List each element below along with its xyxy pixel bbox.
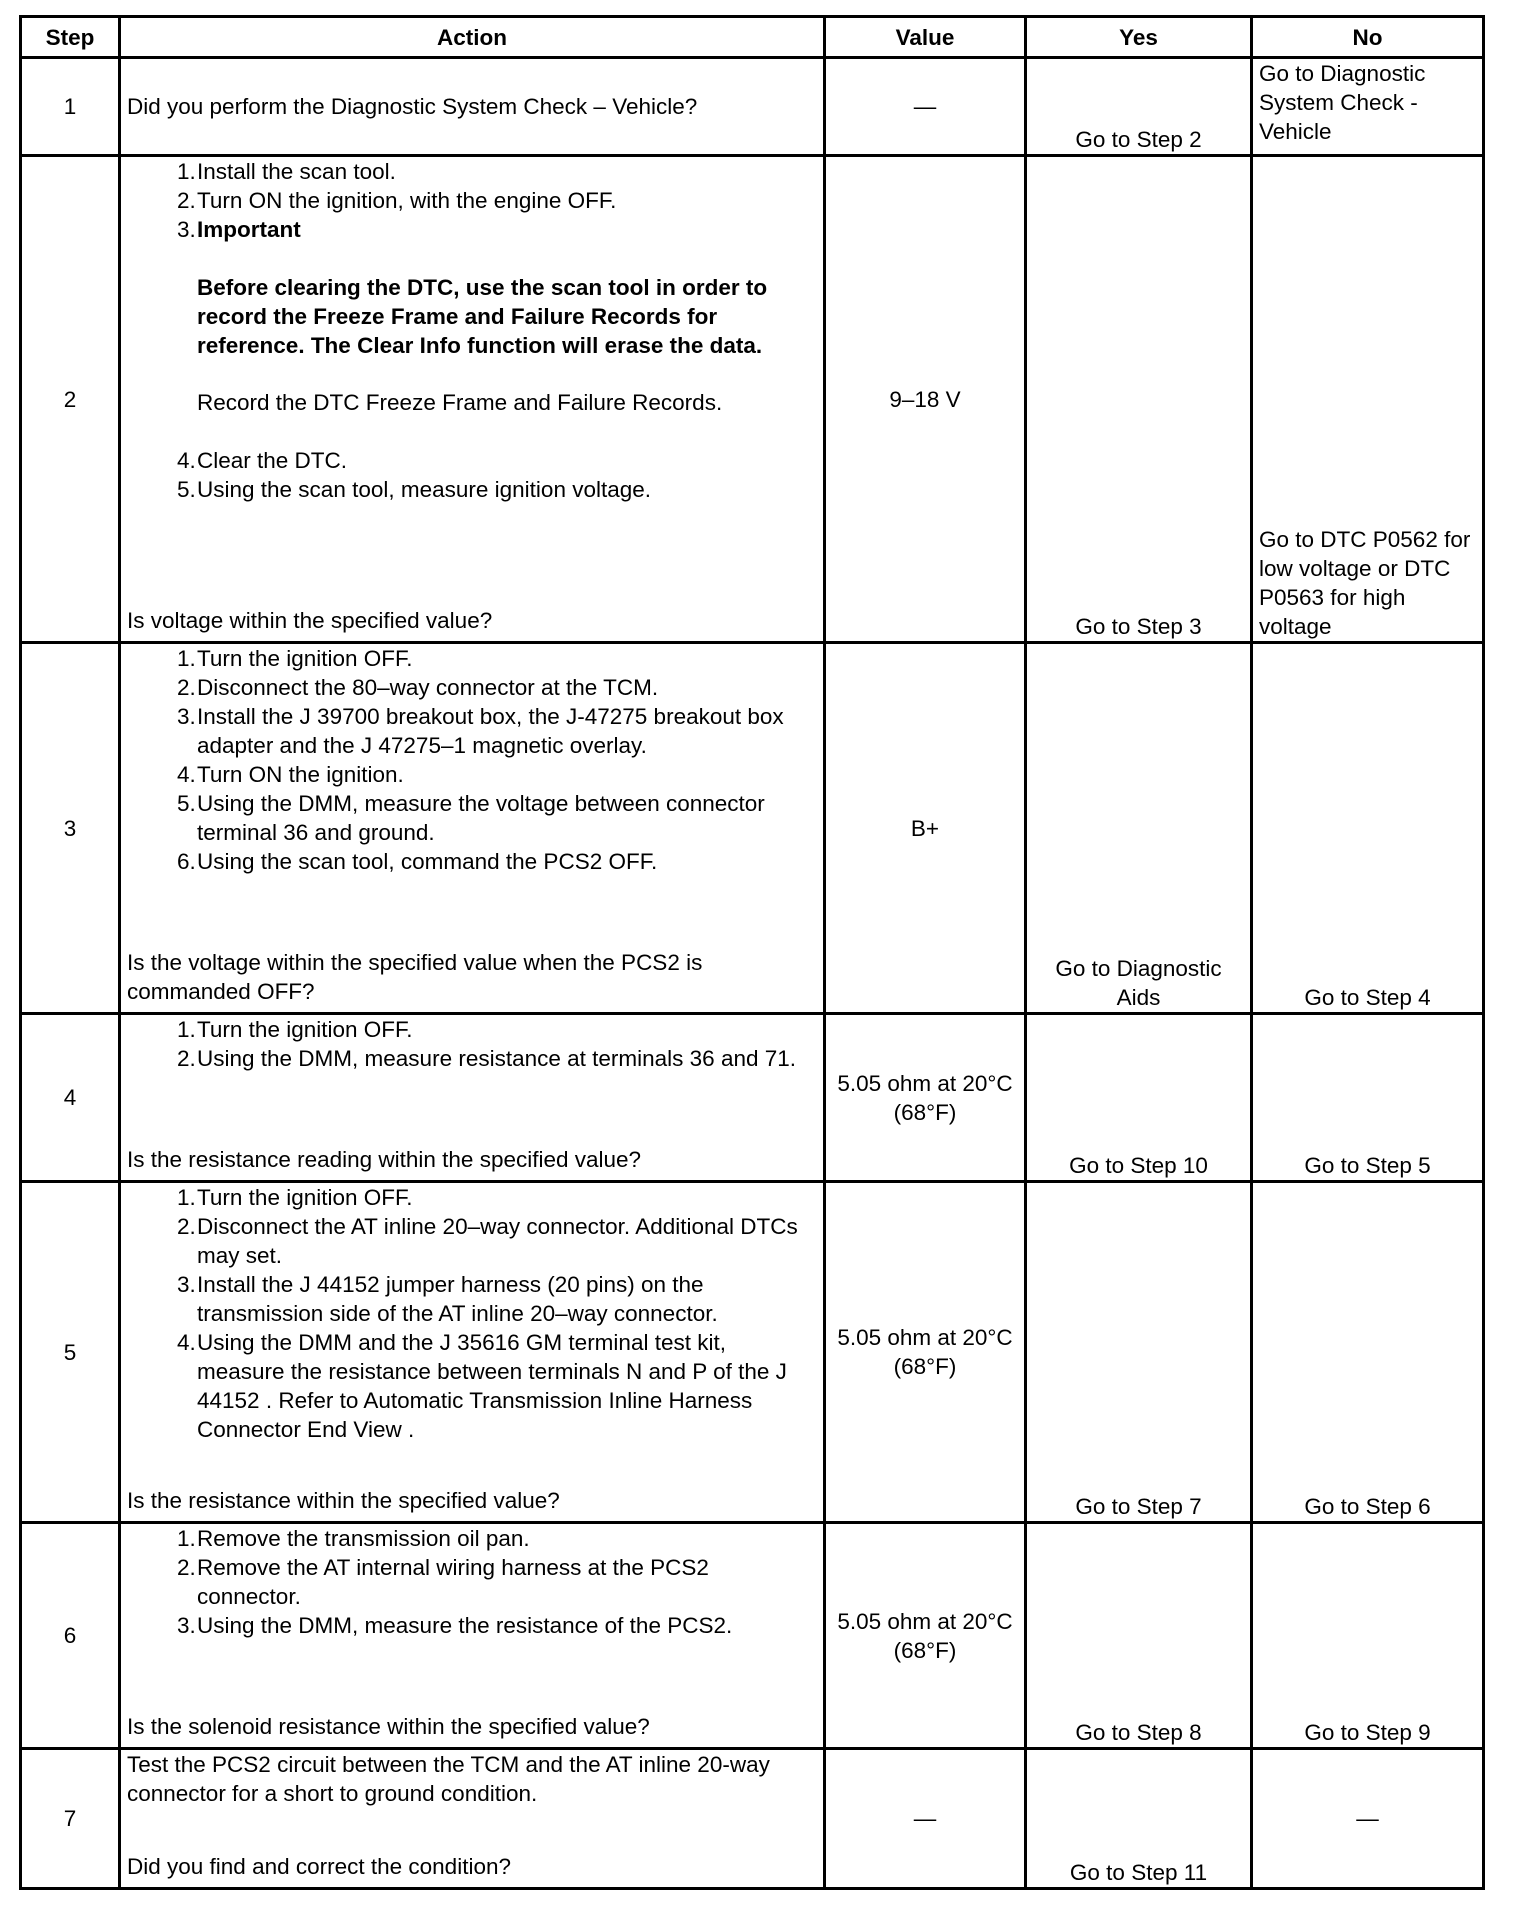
value-cell: B+ <box>825 643 1026 1014</box>
step-number: 5 <box>21 1182 120 1523</box>
action-item: 3. Install the J 39700 breakout box, the J-47275 breakout box adapter and the J 47275–1 magnetic overlay. <box>177 704 784 758</box>
no-cell: Go to Step 5 <box>1252 1014 1484 1182</box>
action-question: Is voltage within the specified value? <box>127 608 493 633</box>
value-cell: — <box>825 1749 1026 1889</box>
value-cell: 5.05 ohm at 20°C (68°F) <box>825 1182 1026 1523</box>
action-question: Is the resistance reading within the specified value? <box>127 1147 642 1172</box>
header-value: Value <box>825 17 1026 58</box>
yes-cell: Go to Step 11 <box>1026 1749 1252 1889</box>
action-item: 6. Using the scan tool, command the PCS2 OFF. <box>177 849 658 874</box>
step-number: 4 <box>21 1014 120 1182</box>
step-number: 7 <box>21 1749 120 1889</box>
action-item: 4. Using the DMM and the J 35616 GM terminal test kit, measure the resistance between terminals N and P of the J 44152 . Refer to Automatic Transmission Inline Harness Connector End View . <box>177 1330 787 1442</box>
no-cell: Go to Diagnostic System Check - Vehicle <box>1252 58 1484 156</box>
yes-cell: Go to Step 2 <box>1026 58 1252 156</box>
action-question: Is the voltage within the specified value when the PCS2 is commanded OFF? <box>127 950 703 1004</box>
no-cell: Go to Step 6 <box>1252 1182 1484 1523</box>
yes-cell: Go to Step 8 <box>1026 1523 1252 1749</box>
value-cell: — <box>825 58 1026 156</box>
action-item: 3. Important <box>127 215 817 244</box>
diagnostic-table <box>19 15 1485 1890</box>
action-item: 2. Using the DMM, measure resistance at terminals 36 and 71. <box>177 1046 797 1071</box>
action-item: 1. Turn the ignition OFF. <box>177 1017 413 1042</box>
no-cell: Go to Step 9 <box>1252 1523 1484 1749</box>
no-cell: Go to Step 4 <box>1252 643 1484 1014</box>
action-item: 1. Turn the ignition OFF. <box>177 646 413 671</box>
action-item: 5. Using the DMM, measure the voltage between connector terminal 36 and ground. <box>177 791 765 845</box>
action-item: 2. Disconnect the AT inline 20–way connector. Additional DTCs may set. <box>177 1214 798 1268</box>
action-question: Is the solenoid resistance within the specified value? <box>127 1714 650 1739</box>
table-row <box>21 1523 1484 1749</box>
step-number: 2 <box>21 156 120 643</box>
action-cell <box>120 58 825 156</box>
action-item: 1. Turn the ignition OFF. <box>177 1185 413 1210</box>
table-row <box>21 643 1484 1014</box>
yes-cell: Go to Diagnostic Aids <box>1026 643 1252 1014</box>
value-cell: 9–18 V <box>825 156 1026 643</box>
action-item: 3. Using the DMM, measure the resistance of the PCS2. <box>177 1613 733 1638</box>
action-cell <box>120 1014 825 1182</box>
value-cell: 5.05 ohm at 20°C (68°F) <box>825 1014 1026 1182</box>
table-row <box>21 1749 1484 1889</box>
action-item: 2. Turn ON the ignition, with the engine OFF. <box>177 188 617 213</box>
important-note: Before clearing the DTC, use the scan tool in order to record the Freeze Frame and Failure Records for reference. The Clear Info function will erase the data. <box>197 275 768 358</box>
yes-cell: Go to Step 7 <box>1026 1182 1252 1523</box>
value-cell: 5.05 ohm at 20°C (68°F) <box>825 1523 1026 1749</box>
table-row <box>21 1182 1484 1523</box>
header-action: Action <box>120 17 825 58</box>
action-item: 3. Install the J 44152 jumper harness (20 pins) on the transmission side of the AT inline 20–way connector. <box>177 1272 718 1326</box>
step-number: 6 <box>21 1523 120 1749</box>
action-item: 2. Remove the AT internal wiring harness at the PCS2 connector. <box>177 1555 709 1609</box>
action-item: 4. Clear the DTC. <box>177 448 348 473</box>
step-number: 1 <box>21 58 120 156</box>
no-cell: Go to DTC P0562 for low voltage or DTC P0563 for high voltage <box>1252 156 1484 643</box>
header-row <box>21 17 1484 58</box>
no-cell: — <box>1252 1749 1484 1889</box>
action-cell <box>120 1523 825 1749</box>
action-question: Did you find and correct the condition? <box>127 1854 511 1879</box>
action-item: 5. Using the scan tool, measure ignition voltage. <box>177 477 652 502</box>
action-question: Did you perform the Diagnostic System Check – Vehicle? <box>127 94 698 119</box>
action-item: 1. Remove the transmission oil pan. <box>177 1526 530 1551</box>
action-intro: Test the PCS2 circuit between the TCM and the AT inline 20-way connector for a short to ground condition. <box>127 1752 770 1806</box>
header-step: Step <box>21 17 120 58</box>
action-cell <box>120 1749 825 1889</box>
action-cell <box>120 156 825 643</box>
action-item: 4. Turn ON the ignition. <box>177 762 404 787</box>
action-cell <box>120 643 825 1014</box>
action-item: 2. Disconnect the 80–way connector at the TCM. <box>177 675 659 700</box>
record-note: Record the DTC Freeze Frame and Failure Records. <box>197 390 723 415</box>
action-item: 1. Install the scan tool. <box>177 159 396 184</box>
action-cell <box>120 1182 825 1523</box>
yes-cell: Go to Step 3 <box>1026 156 1252 643</box>
header-yes: Yes <box>1026 17 1252 58</box>
action-question: Is the resistance within the specified value? <box>127 1488 560 1513</box>
table-row <box>21 58 1484 156</box>
step-number: 3 <box>21 643 120 1014</box>
table-row <box>21 156 1484 643</box>
header-no: No <box>1252 17 1484 58</box>
table-row <box>21 1014 1484 1182</box>
yes-cell: Go to Step 10 <box>1026 1014 1252 1182</box>
important-heading: Important <box>197 217 301 242</box>
